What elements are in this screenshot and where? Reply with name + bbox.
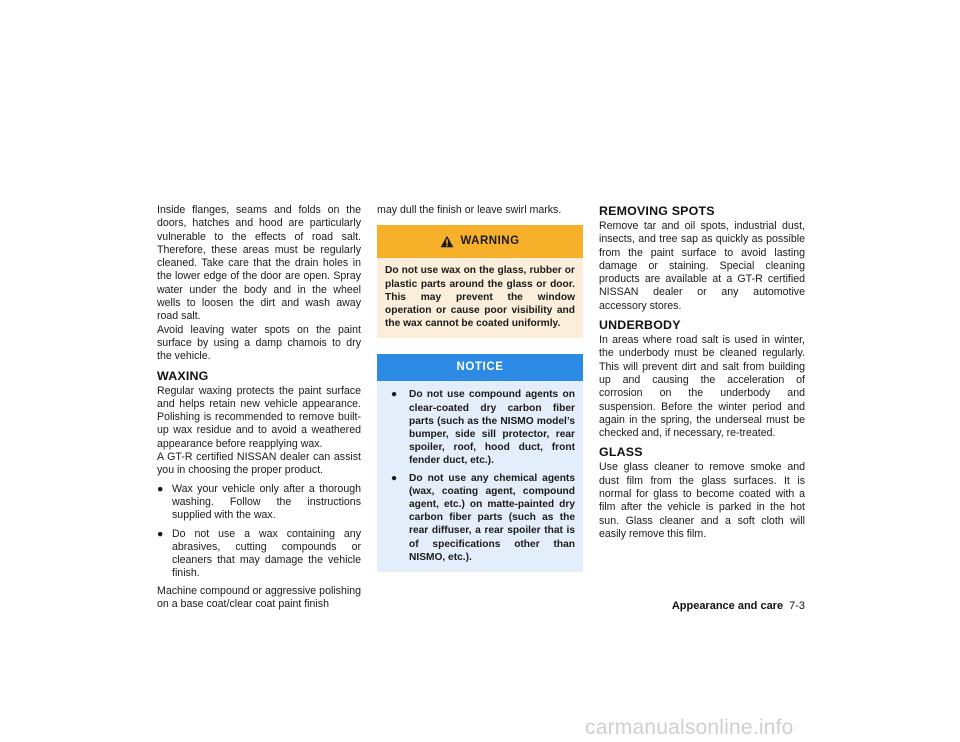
column-left xyxy=(157,204,361,611)
list-item-text: Wax your vehicle only after a thorough washing. Follow the instructions supplied with the wax. xyxy=(172,482,361,522)
warning-triangle-icon xyxy=(440,235,454,248)
list-item-text: Do not use compound agents on clear-coated dry carbon fiber parts (such as the NISMO model’s bumper, side sill protector, rear spoiler, roof, hood duct, front fender duct, etc.). xyxy=(409,389,575,467)
watermark: carmanualsonline.info xyxy=(585,716,794,739)
list-item xyxy=(157,528,361,581)
list-item-text: Do not use any chemical agents (wax, coating agent, compound agent, etc.) on matte-painted dry carbon fiber parts (such as the rear diffuser, a rear spoiler that is of specifications other than NISMO, etc.). xyxy=(409,472,575,563)
waxing-bullet-list xyxy=(157,483,361,581)
bullet-icon: ● xyxy=(157,527,164,540)
paragraph-water-spots: Avoid leaving water spots on the paint surface by using a damp chamois to dry the vehicle. xyxy=(157,323,361,363)
list-item xyxy=(385,388,575,467)
warning-text: Do not use wax on the glass, rubber or plastic parts around the glass or door. This may prevent the window operation or cause poor visibility and the wax cannot be coated uniformly. xyxy=(385,265,575,330)
page-number: 7-3 xyxy=(789,600,805,612)
column-right xyxy=(599,204,805,541)
warning-header xyxy=(377,225,583,258)
paragraph-swirl-marks: may dull the finish or leave swirl marks. xyxy=(377,204,562,216)
bullet-icon: ● xyxy=(391,389,398,401)
paragraph-machine-compound: Machine compound or aggressive polishing on a base coat/clear coat paint finish xyxy=(157,584,361,611)
bullet-icon: ● xyxy=(157,482,164,495)
list-item-text: Do not use a wax containing any abrasives, cutting compounds or cleaners that may damage the vehicle finish. xyxy=(172,527,361,580)
heading-underbody: UNDERBODY xyxy=(599,318,681,333)
heading-removing-spots: REMOVING SPOTS xyxy=(599,204,715,218)
page-footer xyxy=(672,600,805,612)
warning-title: WARNING xyxy=(460,235,520,248)
footer-section-title: Appearance and care xyxy=(671,600,784,612)
heading-glass: GLASS xyxy=(599,445,643,460)
paragraph-underbody: In areas where road salt is used in winter, the underbody must be cleaned regularly. This will prevent dirt and salt from building up and causing the acceleration of corrosion on the underbody and suspension. Before the winter period and again in the spring, the underseal must be checked and, if necessary, re-treated. xyxy=(599,334,805,440)
paragraph-glass: Use glass cleaner to remove smoke and dust film from the glass surfaces. It is normal for glass to become coated with a film after the vehicle is parked in the hot sun. Glass cleaner and a soft cloth will easily remove this film. xyxy=(599,461,805,540)
list-item xyxy=(385,472,575,564)
heading-waxing: WAXING xyxy=(157,368,209,383)
notice-list xyxy=(385,388,575,564)
paragraph-removing-spots: Remove tar and oil spots, industrial dust, insects, and tree sap as quickly as possible from the paint surface to avoid lasting damage or staining. Special cleaning products are available at a GT-R certified NISSAN dealer or any automotive accessory stores. xyxy=(599,220,805,312)
notice-body xyxy=(377,381,583,572)
notice-header: NOTICE xyxy=(377,354,583,381)
column-middle xyxy=(377,204,583,572)
paragraph-waxing: Regular waxing protects the paint surface and helps retain new vehicle appearance. Polishing is recommended to remove built-up wax residue and to avoid a weathered appearance before reapplying wax. xyxy=(157,384,361,450)
warning-box xyxy=(377,225,583,338)
bullet-icon: ● xyxy=(391,472,398,484)
paragraph-dealer: A GT-R certified NISSAN dealer can assist you in choosing the proper product. xyxy=(157,451,361,477)
paragraph-flanges: Inside flanges, seams and folds on the doors, hatches and hood are particularly vulnerable to the effects of road salt. Therefore, these areas must be regularly cleaned. Take care that the drain holes in the lower edge of the door are open. Spray water under the body and in the wheel wells to loosen the dirt and wash away road salt. xyxy=(157,204,361,323)
notice-box xyxy=(377,354,583,572)
list-item xyxy=(157,483,361,523)
